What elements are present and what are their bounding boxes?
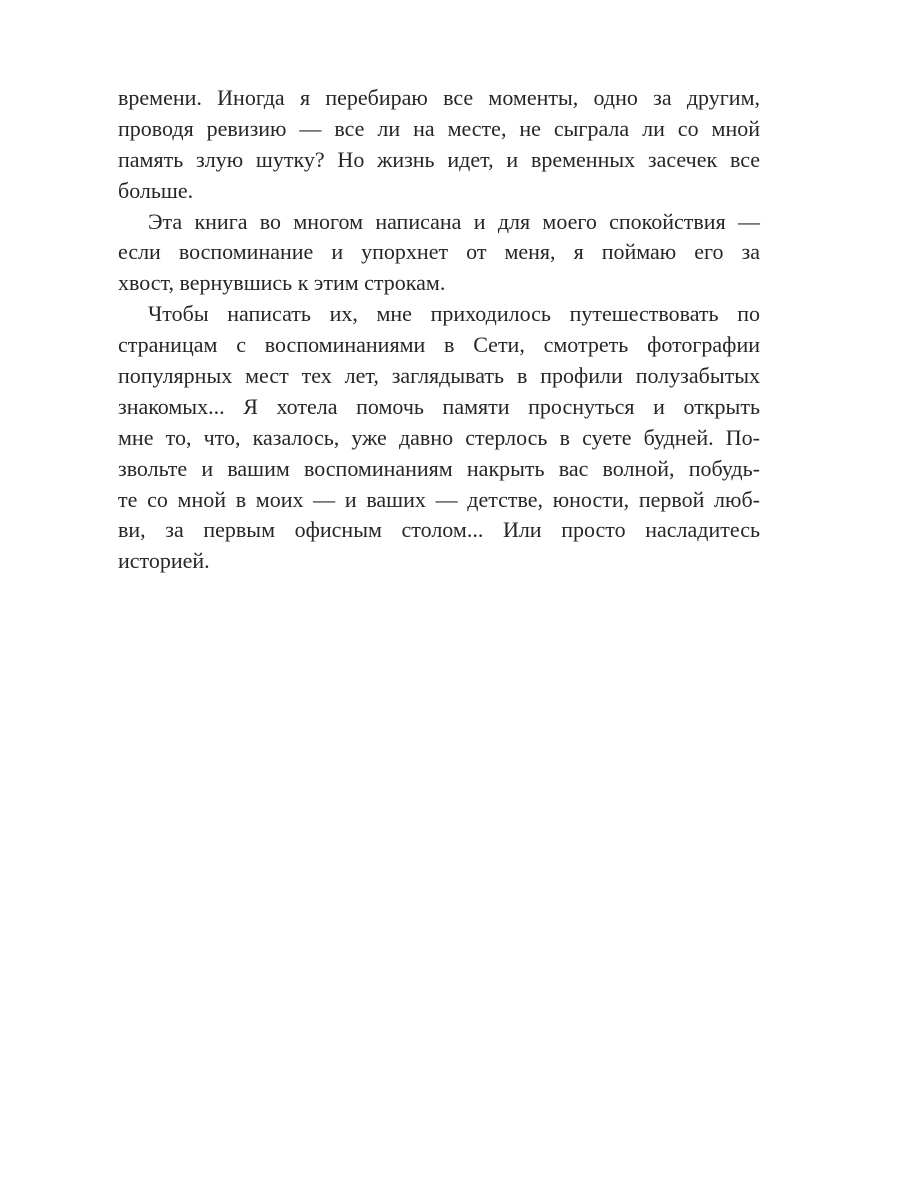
text-line: память злую шутку? Но жизнь идет, и временных засечек все [118, 146, 760, 172]
text-line: мне то, что, казалось, уже давно стерлось в суете будней. По- [118, 424, 760, 450]
text-line: историей. [118, 548, 210, 574]
book-page-text [118, 83, 760, 577]
paragraph-1 [118, 83, 760, 207]
text-line: страницам с воспоминаниями в Сети, смотреть фотографии [118, 332, 760, 358]
text-line: ви, за первым офисным столом... Или просто насладитесь [118, 517, 760, 543]
paragraph-2 [118, 207, 760, 300]
text-line: популярных мест тех лет, заглядывать в профили полузабытых [118, 363, 760, 389]
text-line: знакомых... Я хотела помочь памяти проснуться и открыть [118, 393, 760, 419]
text-line: Чтобы написать их, мне приходилось путешествовать по [148, 301, 760, 327]
text-line: если воспоминание и упорхнет от меня, я поймаю его за [118, 239, 760, 265]
text-line: проводя ревизию — все ли на месте, не сыграла ли со мной [118, 115, 760, 141]
text-line: те со мной в моих — и ваших — детстве, юности, первой люб- [118, 486, 760, 512]
text-line: времени. Иногда я перебираю все моменты, одно за другим, [118, 85, 760, 110]
text-line: хвост, вернувшись к этим строкам. [118, 270, 446, 296]
text-line: Эта книга во многом написана и для моего спокойствия — [148, 208, 760, 234]
text-line: звольте и вашим воспоминаниям накрыть вас волной, побудь- [118, 455, 760, 481]
paragraph-3 [118, 299, 760, 577]
text-line: больше. [118, 177, 194, 203]
